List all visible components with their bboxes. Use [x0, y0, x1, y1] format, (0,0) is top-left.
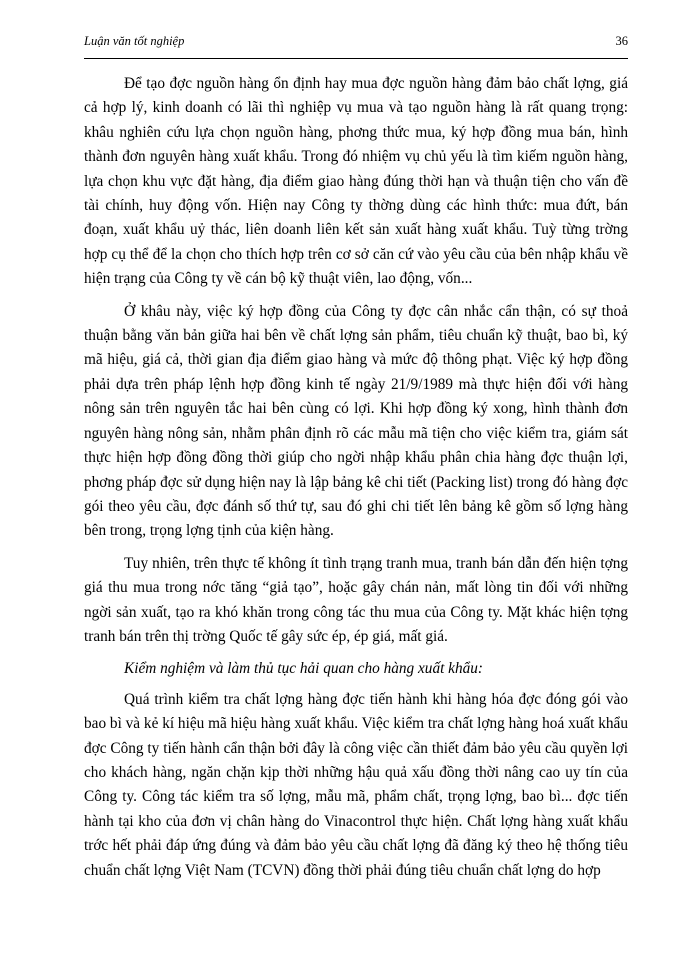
page-body [84, 72, 628, 883]
paragraph-contract: Ở khâu này, việc ký hợp đồng của Công ty đợc cân nhắc cẩn thận, có sự thoả thuận bằng văn bản giữa hai bên về chất lợng sản phẩm, tiêu chuẩn kỹ thuật, bao bì, ký mã hiệu, giá cả, thời gian địa điểm giao hàng và mức độ thông phạt. Việc ký hợp đồng phải dựa trên pháp lệnh hợp đồng kinh tế ngày 21/9/1989 mà thực hiện đối với hàng nông sản trên nguyên tắc hai bên cùng có lợi. Khi hợp đồng ký xong, hình thành đơn nguyên hàng nông sản, nhằm phân định rõ các mẫu mã tiện cho việc kiểm tra, giám sát thực hiện hợp đồng đồng thời giúp cho ngời nhập khẩu phân chia hàng đợc thuận lợi, phơng pháp đợc sử dụng hiện nay là lập bảng kê chi tiết (Packing list) trong đó hàng đợc gói theo yêu cầu, đợc đánh số thứ tự, sau đó ghi chi tiết lên bảng kê gồm số lợng hàng bên trong, trọng lợng tịnh của kiện hàng. [84, 302, 628, 540]
document-title: Luận văn tốt nghiệp [84, 34, 185, 48]
paragraph-competition: Tuy nhiên, trên thực tế không ít tình trạng tranh mua, tranh bán dẫn đến hiện tợng giá thu mua trong nớc tăng “giả tạo”, hoặc gây chán nản, mất lòng tin đối với những ngời sản xuất, tạo ra khó khăn trong công tác thu mua của Công ty. Mặt khác hiện tợng tranh bán trên thị trờng Quốc tế gây sức ép, ép giá, mất giá. [84, 554, 628, 645]
header-divider [84, 58, 628, 59]
paragraph-quality-inspection: Quá trình kiểm tra chất lợng hàng đợc tiến hành khi hàng hóa đợc đóng gói vào bao bì và kẻ kí hiệu mã hiệu hàng xuất khẩu. Việc kiểm tra chất lợng hàng hoá xuất khẩu đợc Công ty tiến hành cẩn thận bởi đây là công việc cần thiết đảm bảo yêu cầu quyền lợi cho khách hàng, ngăn chặn kịp thời những hậu quả xấu đồng thời nâng cao uy tín của Công ty. Công tác kiểm tra số lợng, mẫu mã, phẩm chất, trọng lợng, bao bì... đợc tiến hành tại kho của đơn vị chân hàng do Vinacontrol thực hiện. Chất lợng hàng xuất khẩu trớc hết phải đáp ứng đúng và đảm bảo yêu cầu chất lợng đã đăng ký theo hệ thống tiêu chuẩn chất lợng Việt Nam (TCVN) đồng thời phải đúng tiêu chuẩn chất lợng do hợp [84, 690, 628, 879]
section-heading: Kiểm nghiệm và làm thủ tục hải quan cho hàng xuất khẩu: [124, 660, 483, 678]
page-number: 36 [615, 34, 628, 48]
paragraph-sourcing: Để tạo đợc nguồn hàng ổn định hay mua đợc nguồn hàng đảm bảo chất lợng, giá cả hợp lý, kinh doanh có lãi thì nghiệp vụ mua và tạo nguồn hàng là rất quang trọng: khâu nghiên cứu lựa chọn nguồn hàng, phơng thức mua, ký hợp đồng mua bán, hình thành đơn nguyên hàng xuất khẩu. Trong đó nhiệm vụ chủ yếu là tìm kiếm nguồn hàng, lựa chọn khu vực đặt hàng, địa điểm giao hàng đúng thời hạn và thuận tiện cho vấn đề tài chính, huy động vốn. Hiện nay Công ty thờng dùng các hình thức: mua đứt, bán đoạn, xuất khẩu uỷ thác, liên doanh liên kết sản xuất hàng xuất khẩu. Tuỳ từng trờng hợp cụ thể để la chọn cho thích hợp trên cơ sở căn cứ vào yêu cầu của bên nhập khẩu về hiện trạng của Công ty về cán bộ kỹ thuật viên, lao động, vốn... [84, 75, 628, 288]
